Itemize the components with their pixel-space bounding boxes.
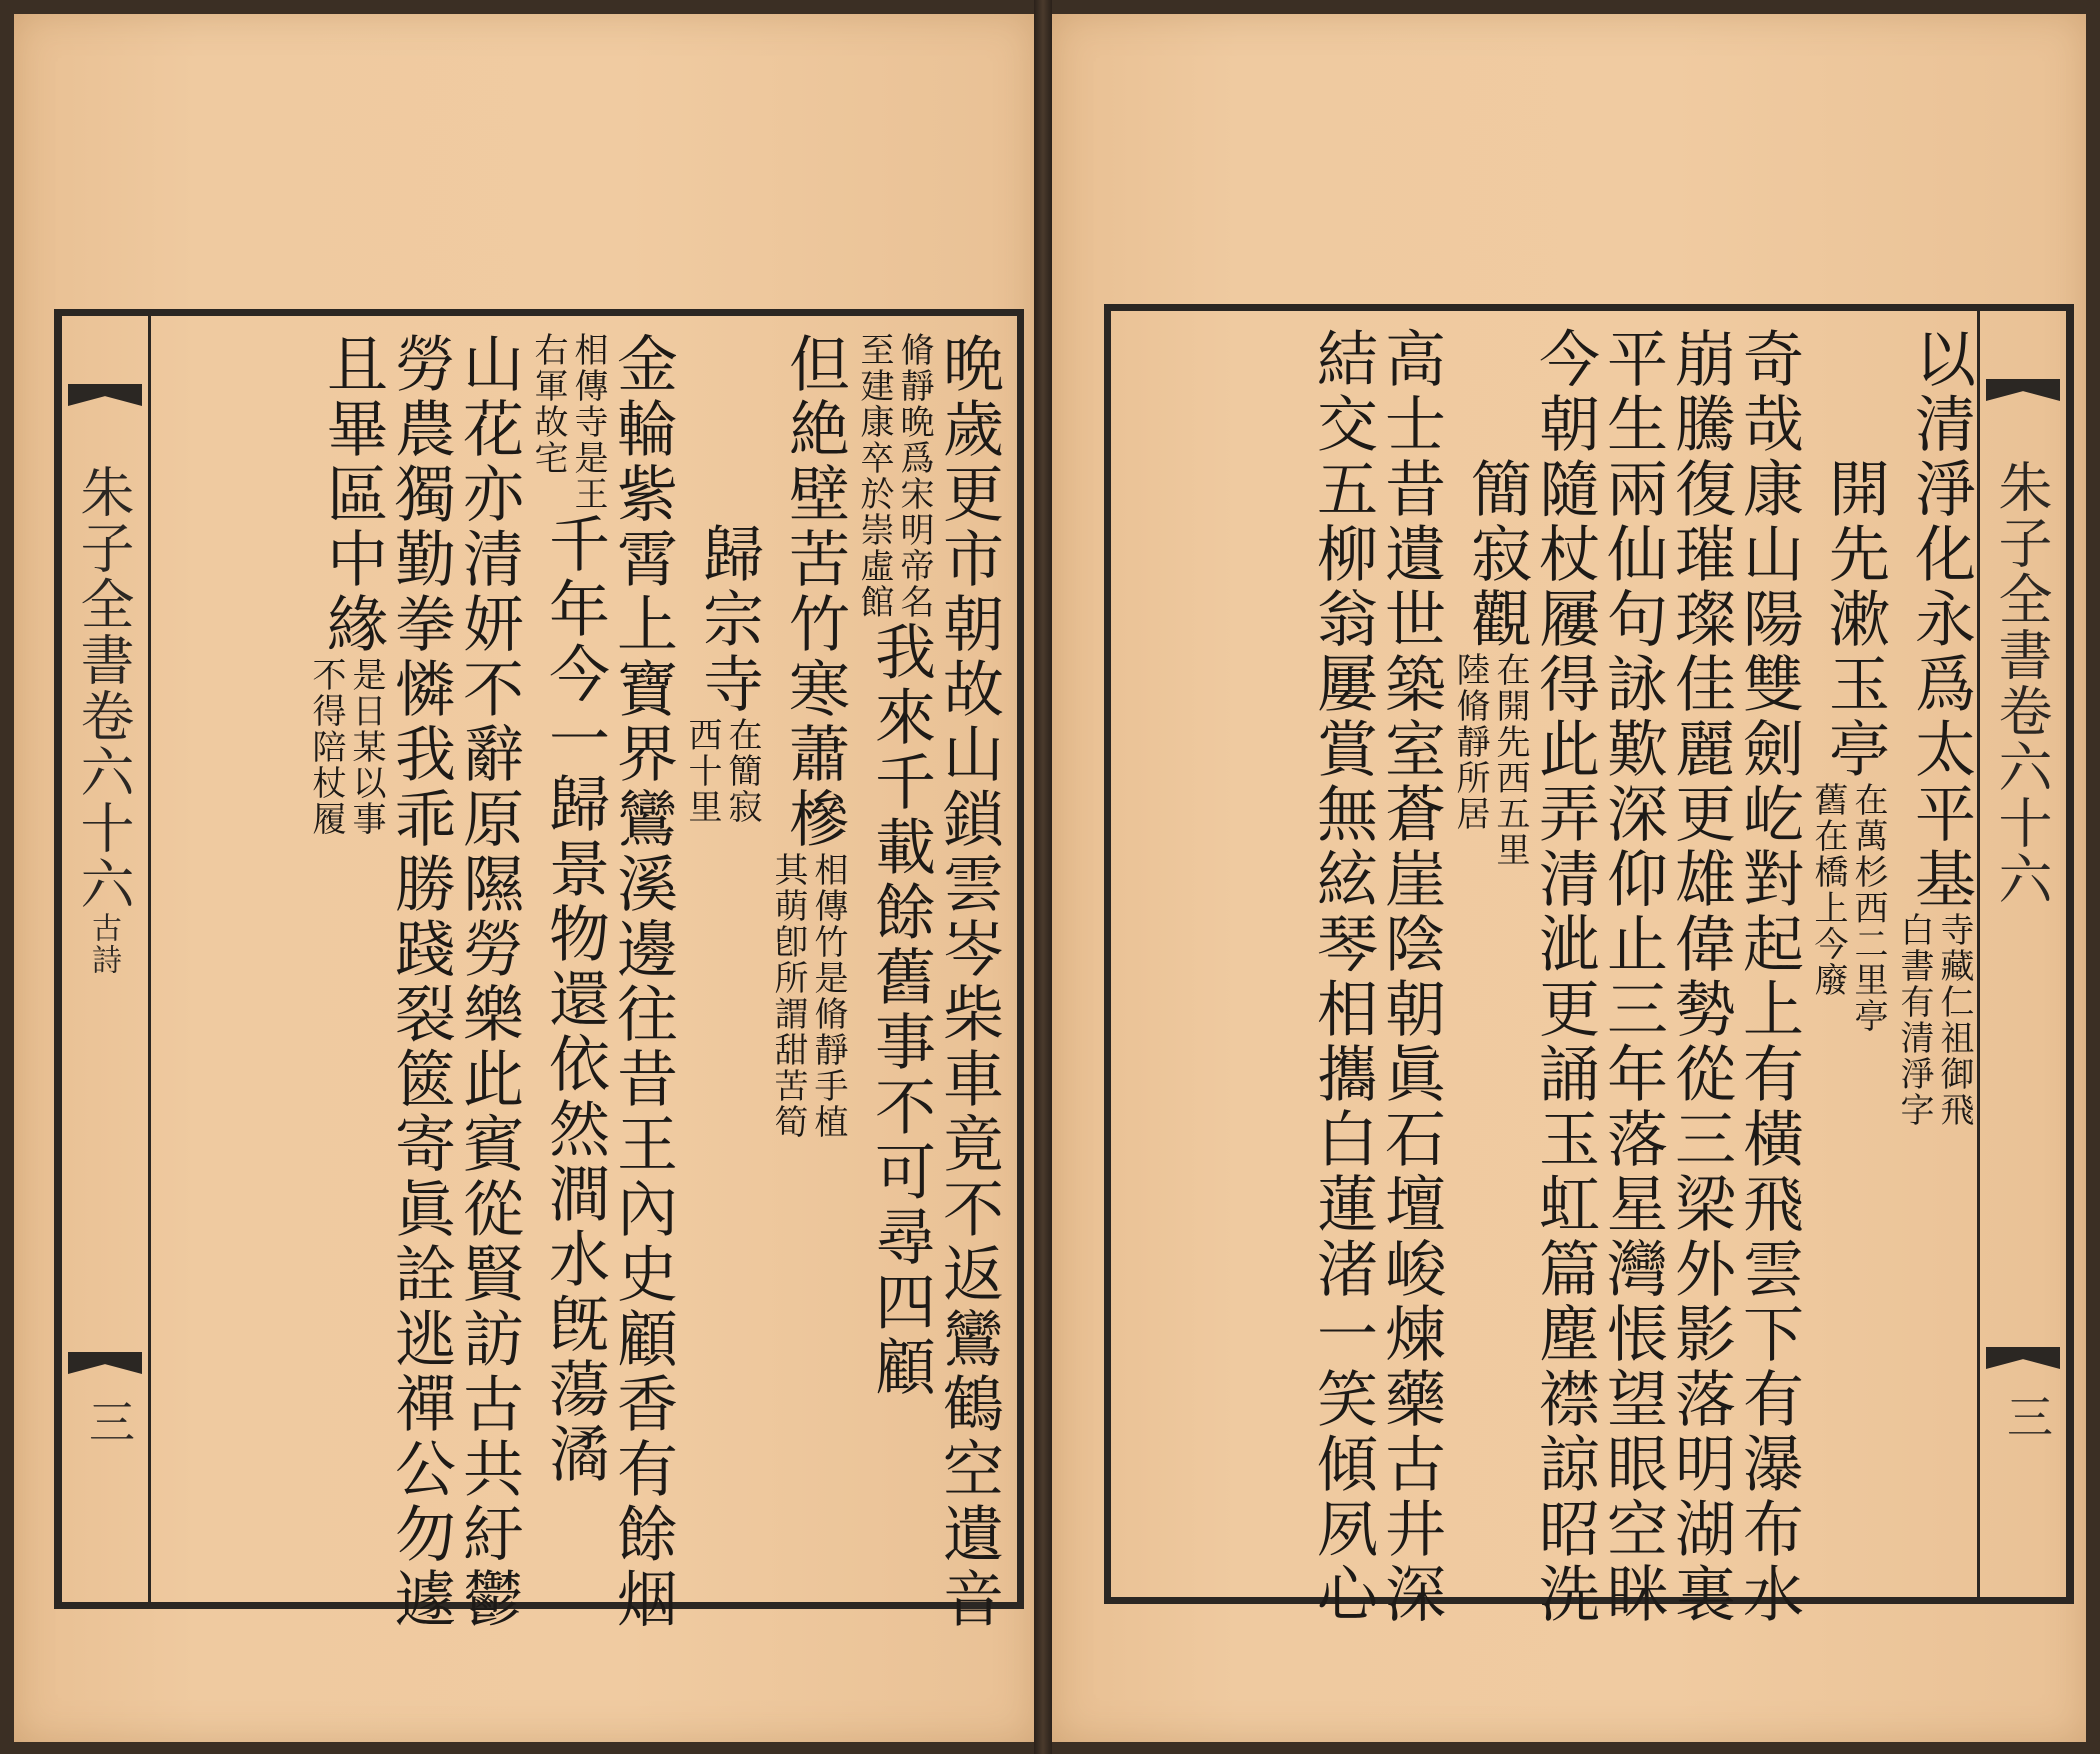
left-col-7: 山花亦清妍不辭原隰勞樂此賓從賢訪古共紆鬱	[453, 332, 524, 1632]
right-poem-title-1-text: 開先漱玉亭	[1819, 457, 1890, 782]
left-col-6-text: 千年今一歸景物還依然澗水旣蕩潏	[539, 512, 610, 1487]
left-col-2	[851, 332, 936, 1594]
left-col-5: 金輪紫霄上寶界鸞溪邊往昔王內史顧香有餘烟	[607, 332, 678, 1632]
left-col-3-note	[765, 852, 848, 1140]
left-poem-title	[679, 332, 764, 1594]
right-poem-title-2-text: 簡寂觀	[1461, 457, 1532, 652]
right-col-9: 結交五柳翁屢賞無絃琴相攜白蓮渚一笑傾夙心	[1307, 327, 1378, 1627]
right-page	[1052, 14, 2086, 1742]
fishtail-mark-top	[1986, 379, 2060, 401]
left-banxin-title-text: 朱子全書卷六十六	[72, 464, 135, 912]
left-text-block	[155, 332, 1004, 1632]
right-col-1	[1891, 327, 1976, 1589]
left-col-9-note	[303, 657, 386, 837]
right-text-block	[1129, 327, 1976, 1627]
right-poem-title-2	[1447, 327, 1532, 1589]
right-poem-title-2-note	[1447, 652, 1530, 868]
right-poem-title-2-note-line: 在開先西五里	[1490, 652, 1530, 868]
right-poem-title-1-note-line: 舊在橋上今廢	[1808, 782, 1848, 998]
left-page	[14, 14, 1034, 1742]
left-col-9	[303, 332, 388, 1594]
right-page-frame	[1104, 304, 2074, 1627]
left-col-1: 晩歲更市朝故山鎖雲岑柴車竟不返鸞鶴空遺音	[933, 332, 1004, 1632]
right-col-6: 今朝隨杖屨得此弄清泚更誦玉虹篇塵襟諒昭洗	[1529, 327, 1600, 1627]
left-col-2-note-line: 脩靜晩爲宋明帝名	[894, 332, 934, 620]
right-banxin-title: 朱子全書卷六十六	[1990, 459, 2053, 907]
left-col-3-text: 但絶壁苦竹寒蕭槮	[779, 332, 850, 852]
left-col-9-note-line: 是日某以事	[346, 657, 386, 837]
left-col-2-note-line: 至建康卒於崇虛館	[854, 332, 894, 620]
right-poem-title-1-note-line: 在萬杉西二里亭	[1848, 782, 1888, 1034]
right-col-1-text: 以清淨化永爲太平基	[1905, 327, 1976, 912]
left-col-3	[765, 332, 850, 1594]
left-folio: 三	[82, 1398, 136, 1444]
left-col-8: 勞農獨勤拳憐我乖勝踐裂篋寄眞詮逃禪公勿遽	[385, 332, 456, 1632]
left-col-2-text: 我來千載餘舊事不可尋四顧	[865, 620, 936, 1400]
left-col-3-note-line: 其萌卽所謂甜苦筍	[768, 852, 808, 1140]
left-page-frame	[54, 309, 1024, 1632]
left-col-3-note-line: 相傳竹是脩靜手植	[808, 852, 848, 1140]
right-col-5: 平生兩仙句詠歎深仰止三年落星灣悵望眼空眯	[1597, 327, 1668, 1627]
left-banxin-title	[72, 464, 135, 976]
left-col-6-note	[525, 332, 608, 512]
left-poem-title-note-line: 在簡寂	[722, 717, 762, 825]
right-poem-title-1	[1805, 327, 1890, 1589]
left-col-9-text: 且畢區中緣	[317, 332, 388, 657]
right-folio: 三	[2000, 1393, 2054, 1439]
left-col-9-note-line: 不得陪杖履	[306, 657, 346, 837]
right-col-1-note-line: 白書有清淨字	[1894, 912, 1934, 1128]
right-col-1-note-line: 寺藏仁祖御飛	[1934, 912, 1974, 1128]
left-banxin	[59, 314, 151, 1604]
left-poem-title-note	[679, 717, 762, 825]
left-col-6-note-line: 相傳寺是王	[568, 332, 608, 512]
left-col-2-note	[851, 332, 934, 620]
fishtail-mark-bottom	[68, 1352, 142, 1374]
right-poem-title-1-note	[1805, 782, 1888, 1034]
left-col-6-note-line: 右軍故宅	[528, 332, 568, 476]
right-col-4: 崩騰復璀璨佳麗更雄偉勢從三梁外影落明湖裏	[1665, 327, 1736, 1627]
left-poem-title-text: 歸宗寺	[693, 522, 764, 717]
right-col-3: 奇哉康山陽雙劍屹對起上有橫飛雲下有瀑布水	[1733, 327, 1804, 1627]
right-col-8: 高士昔遺世築室蒼崖陰朝眞石壇峻煉藥古井深	[1375, 327, 1446, 1627]
fishtail-mark-bottom	[1986, 1347, 2060, 1369]
right-poem-title-2-note-line: 陸脩靜所居	[1450, 652, 1490, 832]
right-col-1-note	[1891, 912, 1974, 1128]
fishtail-mark-top	[68, 384, 142, 406]
book-gutter	[1034, 0, 1052, 1754]
left-poem-title-note-line: 西十里	[682, 717, 722, 825]
left-col-6	[525, 332, 610, 1594]
right-banxin	[1977, 309, 2069, 1599]
left-banxin-section: 古詩	[86, 912, 121, 976]
